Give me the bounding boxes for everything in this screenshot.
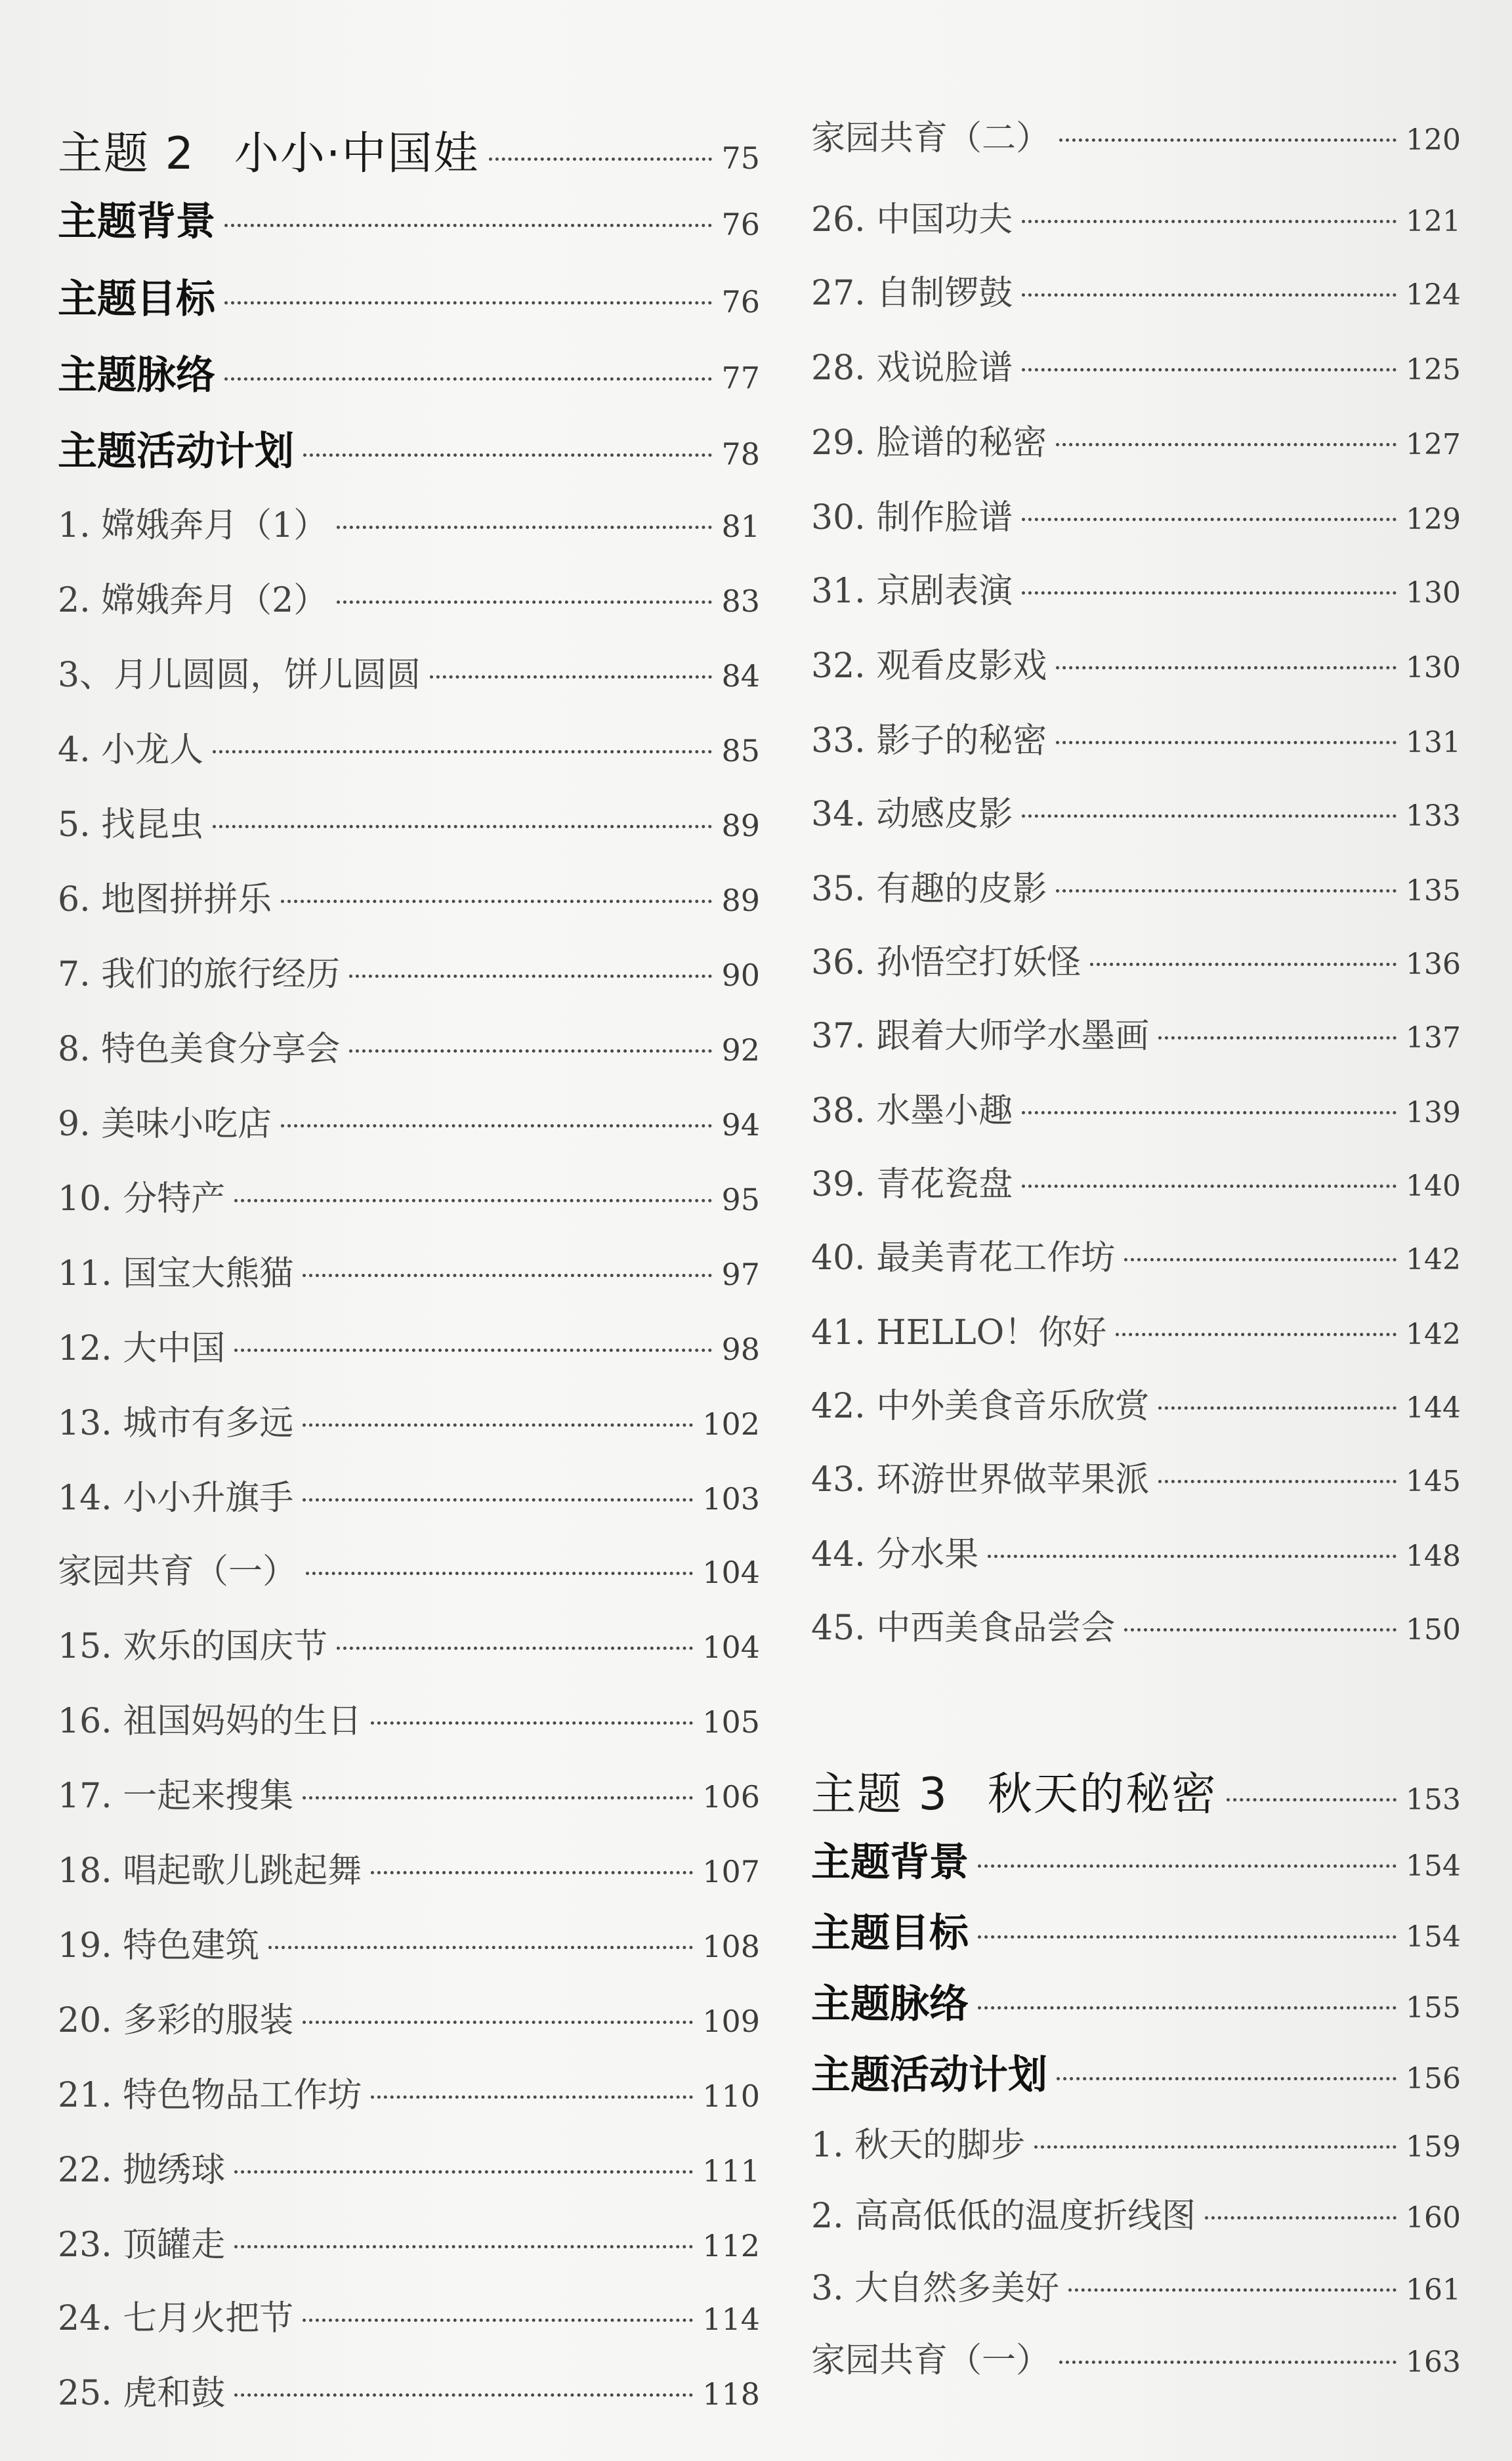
page-number: 159	[1406, 2130, 1461, 2164]
toc-entry-row[interactable]	[58, 946, 760, 996]
page-number: 112	[702, 2228, 760, 2263]
toc-entry-label: 11. 国宝大熊猫	[58, 1254, 294, 1294]
toc-entry-row[interactable]	[811, 1083, 1461, 1132]
toc-entry-label: 13. 城市有多远	[58, 1404, 294, 1443]
toc-entry-label: 35. 有趣的皮影	[811, 870, 1047, 909]
toc-entry-label: 主题目标	[811, 1910, 969, 1956]
dot-leader	[1124, 1628, 1396, 1631]
toc-entry-label: 34. 动感皮影	[811, 795, 1013, 834]
toc-entry-label: 22. 抛绣球	[58, 2151, 226, 2190]
toc-entry-row[interactable]	[58, 1320, 760, 1370]
toc-heading-row[interactable]	[58, 268, 760, 324]
toc-entry-label: 5. 找昆虫	[58, 805, 204, 845]
dot-leader	[1059, 2361, 1396, 2364]
toc-entry-row[interactable]	[811, 265, 1461, 314]
toc-entry-row[interactable]	[811, 2117, 1461, 2166]
toc-entry-row[interactable]	[58, 1992, 760, 2042]
toc-entry-label: 2. 高高低低的温度折线图	[811, 2197, 1196, 2236]
toc-entry-row[interactable]	[58, 1021, 760, 1070]
dot-leader	[1022, 1111, 1396, 1114]
dot-leader	[224, 377, 712, 381]
dot-leader	[234, 1199, 712, 1202]
dot-leader	[1022, 368, 1396, 371]
toc-entry-label: 26. 中国功夫	[811, 200, 1013, 240]
dot-leader	[371, 1721, 693, 1725]
page-number: 150	[1406, 1613, 1461, 1647]
dot-leader	[1205, 2216, 1396, 2219]
dot-leader	[234, 2393, 693, 2397]
dot-leader	[1056, 443, 1396, 446]
toc-entry-row[interactable]	[811, 1008, 1461, 1057]
toc-entry-label: 21. 特色物品工作坊	[58, 2076, 362, 2115]
toc-entry-row[interactable]	[811, 2332, 1461, 2382]
toc-entry-label: 28. 戏说脸谱	[811, 348, 1013, 388]
page-number: 130	[1406, 651, 1461, 684]
page-number: 110	[702, 2078, 760, 2114]
page-number: 155	[1406, 1991, 1461, 2025]
toc-entry-label: 主题背景	[811, 1840, 969, 1885]
toc-entry-label: 12. 大中国	[58, 1329, 226, 1368]
toc-entry-row[interactable]	[811, 935, 1461, 984]
toc-entry-label: 37. 跟着大师学水墨画	[811, 1017, 1150, 1056]
toc-entry-row[interactable]	[811, 110, 1461, 159]
toc-entry-row[interactable]	[58, 1843, 760, 1892]
page-number: 98	[721, 1332, 760, 1367]
page-number: 127	[1406, 428, 1461, 461]
toc-entry-row[interactable]	[58, 2217, 760, 2266]
dot-leader	[213, 825, 712, 828]
toc-entry-row[interactable]	[811, 1526, 1461, 1576]
dot-leader	[988, 1555, 1396, 1558]
dot-leader	[1158, 1480, 1396, 1483]
page-number: 124	[1406, 278, 1461, 312]
dot-leader	[1227, 1798, 1396, 1801]
toc-entry-label: 43. 环游世界做苹果派	[811, 1460, 1150, 1500]
dot-leader	[1022, 220, 1396, 223]
dot-leader	[371, 2095, 693, 2099]
toc-entry-label: 30. 制作脸谱	[811, 498, 1013, 537]
page-number: 104	[702, 1555, 760, 1590]
toc-entry-row[interactable]	[58, 1544, 760, 1593]
page-number: 161	[1406, 2273, 1461, 2307]
toc-entry-label: 38. 水墨小趣	[811, 1091, 1013, 1131]
toc-entry-row[interactable]	[811, 1378, 1461, 1427]
toc-entry-row[interactable]	[811, 638, 1461, 687]
page-number: 84	[721, 658, 760, 694]
toc-entry-row[interactable]	[811, 2260, 1461, 2309]
page-number: 108	[702, 1929, 760, 1964]
page-number: 85	[721, 733, 760, 768]
toc-entry-label: 25. 虎和鼓	[58, 2374, 226, 2413]
toc-entry-row[interactable]	[58, 647, 760, 696]
dot-leader	[303, 2319, 693, 2322]
page-number: 106	[702, 1779, 760, 1815]
toc-entry-label: 32. 观看皮影戏	[811, 646, 1047, 686]
page-number: 140	[1406, 1169, 1461, 1203]
dot-leader	[1158, 1036, 1396, 1040]
toc-entry-label: 14. 小小升旗手	[58, 1479, 294, 1518]
toc-entry-label: 主题 3	[811, 1769, 948, 1820]
toc-entry-row[interactable]	[58, 497, 760, 547]
toc-entry-label: 31. 京剧表演	[811, 572, 1013, 611]
toc-entry-label: 16. 祖国妈妈的生日	[58, 1702, 362, 1741]
page-number: 103	[702, 1481, 760, 1517]
dot-leader	[349, 1049, 712, 1053]
toc-entry-row[interactable]	[58, 872, 760, 921]
page-number: 133	[1406, 799, 1461, 833]
page-number: 154	[1406, 1920, 1461, 1954]
dot-leader	[1057, 2077, 1396, 2080]
toc-entry-row[interactable]	[58, 797, 760, 846]
dot-leader	[234, 2170, 693, 2174]
dot-leader	[213, 750, 712, 753]
dot-leader	[337, 600, 712, 604]
page-number: 92	[721, 1032, 760, 1068]
page-number: 142	[1406, 1318, 1461, 1351]
dot-leader	[1090, 963, 1396, 966]
page-number: 145	[1406, 1465, 1461, 1498]
page-number: 105	[702, 1704, 760, 1740]
page-number: 111	[702, 2153, 760, 2189]
dot-leader	[281, 1124, 712, 1127]
toc-heading-row[interactable]	[811, 1902, 1461, 1958]
dot-leader	[1124, 1258, 1396, 1261]
page-number: 114	[702, 2302, 760, 2337]
dot-leader	[371, 1871, 693, 1874]
page-number: 125	[1406, 353, 1461, 387]
dot-leader	[430, 675, 712, 679]
page-number: 83	[721, 583, 760, 619]
dot-leader	[1056, 666, 1396, 669]
dot-leader	[978, 1935, 1396, 1939]
toc-entry-row[interactable]	[811, 786, 1461, 835]
toc-entry-row[interactable]	[58, 1693, 760, 1742]
dot-leader	[337, 526, 712, 529]
toc-entry-row[interactable]	[811, 861, 1461, 910]
toc-entry-label: 家园共育（一）	[811, 2341, 1051, 2380]
toc-entry-row[interactable]	[58, 1395, 760, 1444]
toc-entry-row[interactable]	[58, 572, 760, 621]
toc-entry-label: 主题背景	[58, 199, 215, 245]
page-number: 89	[721, 808, 760, 843]
toc-entry-label: 20. 多彩的服装	[58, 2001, 294, 2040]
dot-leader	[224, 301, 712, 305]
dot-leader	[978, 1864, 1396, 1868]
toc-entry-row[interactable]	[811, 1452, 1461, 1501]
toc-heading-row[interactable]	[58, 190, 760, 247]
toc-entry-row[interactable]	[811, 2188, 1461, 2237]
toc-entry-label: 41. HELLO！你好	[811, 1313, 1107, 1353]
toc-entry-label: 主题活动计划	[811, 2052, 1047, 2098]
toc-entry-row[interactable]	[58, 2142, 760, 2191]
toc-entry-label: 36. 孙悟空打妖怪	[811, 943, 1082, 982]
toc-entry-label: 42. 中外美食音乐欣赏	[811, 1387, 1150, 1426]
dot-leader	[303, 1796, 693, 1799]
page-number: 163	[1406, 2345, 1461, 2379]
toc-heading-row[interactable]	[811, 1831, 1461, 1887]
dot-leader	[1116, 1333, 1396, 1336]
page-number: 144	[1406, 1391, 1461, 1425]
page-number: 137	[1406, 1021, 1461, 1055]
toc-entry-label: 44. 分水果	[811, 1535, 979, 1574]
toc-entry-label: 1. 秋天的脚步	[811, 2126, 1026, 2165]
toc-entry-row[interactable]	[58, 2290, 760, 2340]
toc-heading-row[interactable]	[58, 344, 760, 400]
page-number: 77	[721, 360, 760, 396]
toc-entry-row[interactable]	[811, 1230, 1461, 1279]
dot-leader	[489, 158, 713, 161]
dot-leader	[306, 1572, 693, 1575]
dot-leader	[349, 975, 712, 978]
page-number: 130	[1406, 576, 1461, 610]
toc-entry-row[interactable]	[811, 1305, 1461, 1354]
toc-entry-row[interactable]	[58, 1246, 760, 1295]
toc-entry-label: 19. 特色建筑	[58, 1926, 260, 1966]
toc-entry-label: 15. 欢乐的国庆节	[58, 1627, 328, 1666]
toc-theme-row[interactable]	[58, 118, 760, 182]
toc-entry-label: 8. 特色美食分享会	[58, 1030, 341, 1069]
page-number: 121	[1406, 205, 1461, 238]
dot-leader	[303, 1423, 693, 1427]
toc-entry-row[interactable]	[811, 490, 1461, 539]
toc-entry-row[interactable]	[811, 1600, 1461, 1649]
toc-entry-label: 18. 唱起歌儿跳起舞	[58, 1851, 362, 1891]
toc-entry-label: 主题活动计划	[58, 429, 294, 474]
toc-entry-label: 27. 自制锣鼓	[811, 274, 1013, 313]
page-number: 90	[721, 957, 760, 993]
toc-entry-row[interactable]	[58, 1618, 760, 1668]
dot-leader	[1022, 1185, 1396, 1188]
page-number: 109	[702, 2004, 760, 2039]
toc-entry-row[interactable]	[811, 563, 1461, 612]
toc-theme-title: 秋天的秘密	[987, 1769, 1217, 1820]
toc-entry-label: 9. 美味小吃店	[58, 1104, 272, 1144]
toc-entry-row[interactable]	[58, 2067, 760, 2116]
dot-leader	[1056, 889, 1396, 893]
dot-leader	[1158, 1406, 1396, 1410]
toc-heading-row[interactable]	[811, 1973, 1461, 2029]
dot-leader	[1068, 2288, 1396, 2292]
toc-entry-label: 33. 影子的秘密	[811, 721, 1047, 761]
toc-entry-label: 3. 大自然多美好	[811, 2269, 1060, 2308]
page-number: 76	[721, 207, 760, 242]
page-number: 81	[721, 509, 760, 544]
dot-leader	[1059, 138, 1396, 142]
toc-entry-label: 24. 七月火把节	[58, 2299, 294, 2338]
page-number: 75	[721, 140, 760, 176]
page-number: 104	[702, 1630, 760, 1665]
toc-entry-row[interactable]	[58, 2365, 760, 2414]
page-number: 120	[1406, 123, 1461, 157]
toc-entry-row[interactable]	[811, 340, 1461, 389]
page-number: 160	[1406, 2201, 1461, 2235]
page-number: 129	[1406, 503, 1461, 536]
toc-entry-label: 6. 地图拼拼乐	[58, 880, 272, 919]
toc-entry-row[interactable]	[811, 713, 1461, 762]
toc-entry-label: 45. 中西美食品尝会	[811, 1609, 1116, 1648]
toc-entry-label: 29. 脸谱的秘密	[811, 423, 1047, 463]
page-number: 154	[1406, 1849, 1461, 1883]
page-number: 136	[1406, 948, 1461, 981]
dot-leader	[224, 224, 712, 227]
dot-leader	[303, 1274, 712, 1277]
page-number: 95	[721, 1182, 760, 1217]
page-number: 97	[721, 1257, 760, 1292]
page-number: 156	[1406, 2062, 1461, 2095]
toc-entry-row[interactable]	[811, 1156, 1461, 1206]
toc-entry-row[interactable]	[58, 722, 760, 771]
page-number: 89	[721, 883, 760, 918]
toc-entry-row[interactable]	[811, 192, 1461, 241]
toc-entry-label: 23. 顶罐走	[58, 2225, 226, 2265]
toc-entry-row[interactable]	[58, 1768, 760, 1817]
toc-entry-label: 4. 小龙人	[58, 730, 204, 770]
dot-leader	[1056, 741, 1396, 744]
toc-entry-label: 39. 青花瓷盘	[811, 1165, 1013, 1204]
toc-entry-label: 10. 分特产	[58, 1179, 226, 1219]
page-number: 148	[1406, 1540, 1461, 1573]
page-number: 94	[721, 1107, 760, 1143]
page-number: 78	[721, 436, 760, 472]
toc-entry-row[interactable]	[58, 1171, 760, 1220]
dot-leader	[1034, 2145, 1396, 2149]
toc-entry-label: 家园共育（一）	[58, 1552, 297, 1591]
page-number: 139	[1406, 1096, 1461, 1129]
toc-entry-label: 主题目标	[58, 276, 215, 322]
dot-leader	[978, 2006, 1396, 2009]
toc-entry-label: 1. 嫦娥奔月（1）	[58, 506, 328, 545]
page-number: 153	[1406, 1783, 1461, 1817]
dot-leader	[281, 900, 712, 903]
dot-leader	[1022, 293, 1396, 297]
dot-leader	[303, 2021, 693, 2024]
toc-entry-row[interactable]	[58, 1918, 760, 1967]
toc-entry-label: 主题 2	[58, 128, 195, 180]
page-number: 131	[1406, 726, 1461, 759]
toc-entry-label: 40. 最美青花工作坊	[811, 1238, 1116, 1278]
toc-entry-label: 7. 我们的旅行经历	[58, 955, 341, 994]
dot-leader	[303, 453, 712, 457]
toc-theme-title: 小小·中国娃	[234, 128, 480, 180]
page-number: 142	[1406, 1243, 1461, 1276]
dot-leader	[303, 1498, 693, 1502]
page-number: 118	[702, 2376, 760, 2412]
dot-leader	[234, 2245, 693, 2248]
toc-heading-row[interactable]	[811, 2044, 1461, 2100]
toc-entry-label: 家园共育（二）	[811, 119, 1051, 158]
toc-entry-label: 主题脉络	[58, 352, 215, 398]
toc-entry-row[interactable]	[58, 1096, 760, 1145]
page-number: 107	[702, 1854, 760, 1889]
dot-leader	[268, 1946, 693, 1949]
page-number: 76	[721, 284, 760, 320]
page-number: 102	[702, 1406, 760, 1442]
dot-leader	[1022, 591, 1396, 595]
toc-heading-row[interactable]	[58, 420, 760, 476]
dot-leader	[1022, 814, 1396, 818]
dot-leader	[234, 1349, 712, 1352]
toc-entry-label: 主题脉络	[811, 1981, 969, 2027]
page-number: 135	[1406, 874, 1461, 908]
toc-theme-row[interactable]	[811, 1759, 1461, 1822]
toc-entry-row[interactable]	[58, 1470, 760, 1519]
dot-leader	[337, 1647, 693, 1650]
dot-leader	[1022, 518, 1396, 521]
toc-entry-label: 3、月儿圆圆，饼儿圆圆	[58, 656, 421, 695]
toc-entry-label: 17. 一起来搜集	[58, 1777, 294, 1816]
toc-entry-row[interactable]	[811, 415, 1461, 464]
toc-entry-label: 2. 嫦娥奔月（2）	[58, 581, 328, 620]
